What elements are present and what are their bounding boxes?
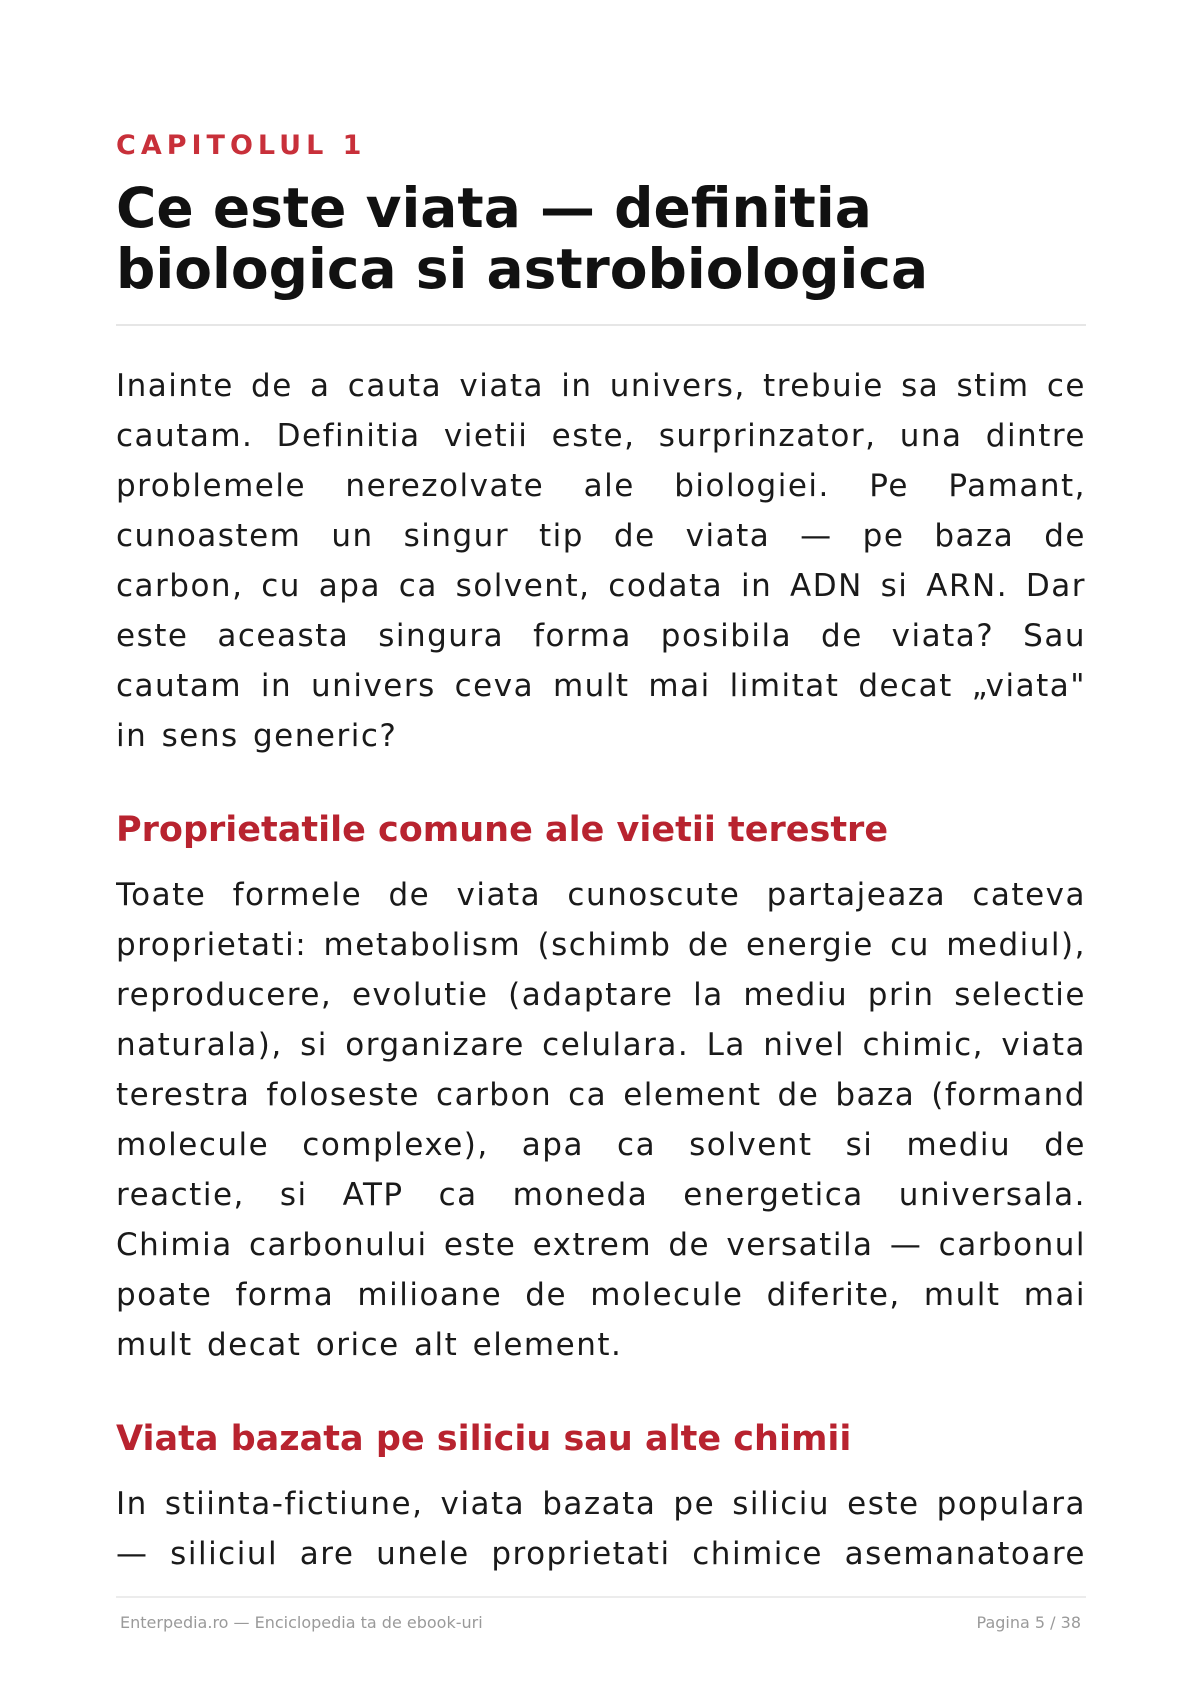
chapter-label: CAPITOLUL 1 [116, 130, 367, 161]
footer-site-name: Enterpedia.ro — Enciclopedia ta de ebook-uri [120, 1613, 483, 1632]
intro-paragraph: Inainte de a cauta viata in univers, trebuie sa stim ce cautam. Definitia vietii este, surprinzator, una dintre problemele nerezolvate ale biologiei. Pe Pamant, cunoastem un singur tip de viata — pe baza de carbon, cu apa ca solvent, codata in ADN si ARN. Dar este aceasta singura forma posibila de viata? Sau cautam in univers ceva mult mai limitat decat „viata" in sens generic? [116, 368, 1086, 754]
body-content [116, 361, 1086, 1581]
chapter-title: Ce este viata — definitia biologica si astrobiologica [116, 176, 929, 301]
title-divider [116, 324, 1086, 326]
section-paragraph-siliciu: In stiinta-fictiune, viata bazata pe siliciu este populara — siliciul are unele proprietati chimice asemanatoare [116, 1486, 1086, 1572]
footer-divider [116, 1596, 1086, 1598]
section-paragraph-proprietati: Toate formele de viata cunoscute partajeaza cateva proprietati: metabolism (schimb de energie cu mediul), reproducere, evolutie (adaptare la mediu prin selectie naturala), si organizare celulara. La nivel chimic, viata terestra foloseste carbon ca element de baza (formand molecule complexe), apa ca solvent si mediu de reactie, si ATP ca moneda energetica universala. Chimia carbonului este extrem de versatila — carbonul poate forma milioane de molecule diferite, mult mai mult decat orice alt element. [116, 877, 1086, 1363]
document-page [116, 0, 1086, 1683]
footer-page-number: Pagina 5 / 38 [976, 1613, 1081, 1632]
section-heading-proprietati: Proprietatile comune ale vietii terestre [116, 810, 889, 850]
section-heading-siliciu: Viata bazata pe siliciu sau alte chimii [116, 1419, 852, 1459]
